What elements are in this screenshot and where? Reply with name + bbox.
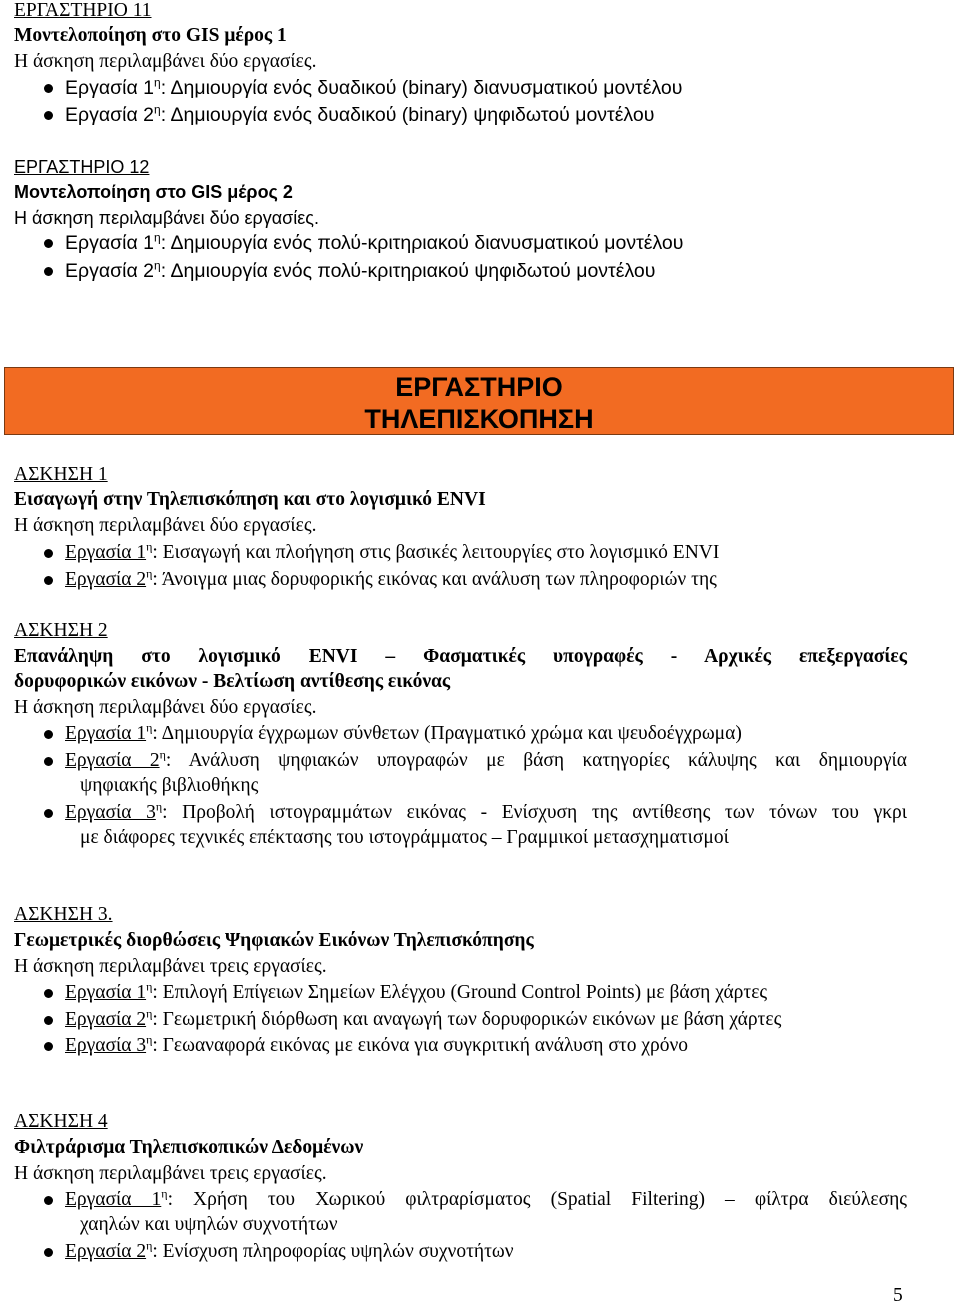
ex4-intro: Η άσκηση περιλαμβάνει τρεις εργασίες. xyxy=(14,1163,327,1184)
lab12-intro: Η άσκηση περιλαμβάνει δύο εργασίες. xyxy=(14,208,319,228)
ex2-task-3: Εργασία $3^\eta$: Προβολή ιστογραμμάτων εικόνας - Ενίσχυση της αντίθεσης των τόνων του γκρι xyxy=(65,799,907,823)
bullet-icon xyxy=(44,730,53,739)
lab12-heading: ΕΡΓΑΣΤΗΡΙΟ 12 xyxy=(14,157,150,177)
bullet-icon xyxy=(44,267,53,276)
bullet-icon xyxy=(44,111,53,120)
ex2-task-2-continued: ψηφιακής βιβλιοθήκης xyxy=(80,775,259,796)
ex4-title: Φιλτράρισμα Τηλεπισκοπικών Δεδομένων xyxy=(14,1137,364,1158)
ex3-title: Γεωμετρικές διορθώσεις Ψηφιακών Εικόνων Τηλεπισκόπησης xyxy=(14,930,534,951)
ex1-task-2: Εργασία $2^\eta$: Άνοιγμα μιας δορυφορικής εικόνας και ανάλυση των πληροφοριών της xyxy=(65,566,717,590)
lab12-task-2: Εργασία $2^\eta$: Δημιουργία ενός πολύ-κριτηριακού ψηφιδωτού μοντέλου xyxy=(65,258,656,282)
ex4-task-1-continued: χαηλών και υψηλών συχνοτήτων xyxy=(80,1214,338,1235)
ex3-task-2: Εργασία $2^\eta$: Γεωμετρική διόρθωση και αναγωγή των δορυφορικών εικόνων με βάση χάρτες xyxy=(65,1006,782,1030)
bullet-icon xyxy=(44,809,53,818)
ex3-heading: ΑΣΚΗΣΗ 3. xyxy=(14,904,113,925)
bullet-icon xyxy=(44,757,53,766)
bullet-icon xyxy=(44,1196,53,1205)
banner-line-1: ΕΡΓΑΣΤΗΡΙΟ xyxy=(395,372,563,402)
ex4-task-2: Εργασία $2^\eta$: Ενίσχυση πληροφορίας υψηλών συχνοτήτων xyxy=(65,1238,514,1262)
bullet-icon xyxy=(44,1042,53,1051)
banner-line-2: ΤΗΛΕΠΙΣΚΟΠΗΣΗ xyxy=(364,404,594,434)
ex3-task-3: Εργασία $3^\eta$: Γεωαναφορά εικόνας με εικόνα για συγκριτική ανάλυση στο χρόνο xyxy=(65,1032,689,1056)
ex1-title: Εισαγωγή στην Τηλεπισκόπηση και στο λογισμικό ENVI xyxy=(14,489,486,510)
bullet-icon xyxy=(44,989,53,998)
bullet-icon xyxy=(44,1248,53,1257)
ex3-task-1: Εργασία $1^\eta$: Επιλογή Επίγειων Σημείων Ελέγχου (Ground Control Points) με βάση χάρτες xyxy=(65,979,768,1003)
ex2-title-line-2: δορυφορικών εικόνων - Βελτίωση αντίθεσης εικόνας xyxy=(14,671,451,692)
ex2-task-2: Εργασία $2^\eta$: Ανάλυση ψηφιακών υπογραφών με βάση κατηγορίες κάλυψης και δημιουργία xyxy=(65,747,907,771)
ex2-task-3-continued: με διάφορες τεχνικές επέκτασης του ιστογράμματος – Γραμμικοί μετασχηματισμοί xyxy=(80,827,729,848)
section-banner xyxy=(4,367,954,435)
page-number: 5 xyxy=(893,1285,903,1306)
ex4-task-1: Εργασία $1^\eta$: Χρήση του Χωρικού φιλτραρίσματος (Spatial Filtering) – φίλτρα διεύλεσης xyxy=(65,1186,908,1210)
ex4-heading: ΑΣΚΗΣΗ 4 xyxy=(14,1111,108,1132)
ex1-heading: ΑΣΚΗΣΗ 1 xyxy=(14,464,108,485)
bullet-icon xyxy=(44,239,53,248)
lab11-intro: Η άσκηση περιλαμβάνει δύο εργασίες. xyxy=(14,51,317,72)
bullet-icon xyxy=(44,576,53,585)
ex2-task-1: Εργασία $1^\eta$: Δημιουργία έγχρωμων σύνθετων (Πραγματικό χρώμα και ψευδοέγχρωμα) xyxy=(65,720,742,744)
lab11-task-2: Εργασία $2^\eta$: Δημιουργία ενός δυαδικού (binary) ψηφιδωτού μοντέλου xyxy=(65,102,655,126)
bullet-icon xyxy=(44,84,53,93)
ex2-intro: Η άσκηση περιλαμβάνει δύο εργασίες. xyxy=(14,697,317,718)
lab11-heading: ΕΡΓΑΣΤΗΡΙΟ 11 xyxy=(14,0,152,21)
bullet-icon xyxy=(44,549,53,558)
ex3-intro: Η άσκηση περιλαμβάνει τρεις εργασίες. xyxy=(14,956,327,977)
bullet-icon xyxy=(44,1016,53,1025)
ex1-task-1: Εργασία $1^\eta$: Εισαγωγή και πλοήγηση στις βασικές λειτουργίες στο λογισμικό ENVI xyxy=(65,539,720,563)
ex2-heading: ΑΣΚΗΣΗ 2 xyxy=(14,620,108,641)
lab12-title: Μοντελοποίηση στο GIS μέρος 2 xyxy=(14,182,293,202)
ex1-intro: Η άσκηση περιλαμβάνει δύο εργασίες. xyxy=(14,515,317,536)
lab11-title: Μοντελοποίηση στο GIS μέρος 1 xyxy=(14,25,287,46)
lab12-task-1: Εργασία $1^\eta$: Δημιουργία ενός πολύ-κριτηριακού διανυσματικού μοντέλου xyxy=(65,230,684,254)
lab11-task-1: Εργασία $1^\eta$: Δημιουργία ενός δυαδικού (binary) διανυσματικού μοντέλου xyxy=(65,75,683,99)
ex2-title-line-1: Επανάληψη στο λογισμικό ENVI – Φασματικές υπογραφές - Αρχικές επεξεργασίες xyxy=(14,646,907,667)
